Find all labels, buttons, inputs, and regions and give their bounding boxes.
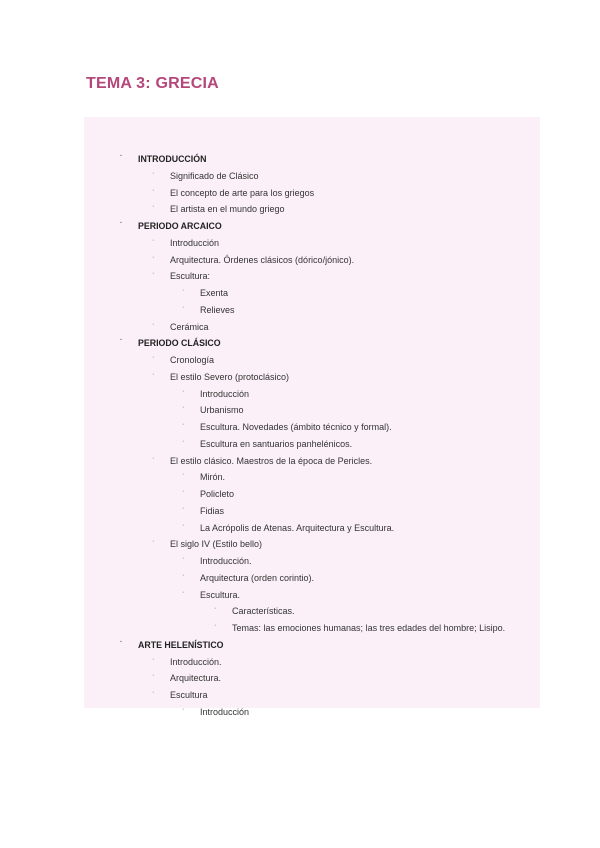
outline-item — [152, 454, 373, 467]
outline-item — [182, 387, 250, 400]
outline-item-text: Escultura en santuarios panhelénicos. — [200, 438, 353, 449]
bullet-icon: · — [152, 370, 155, 378]
bullet-icon: · — [182, 555, 185, 562]
outline-item-text: Escultura: — [170, 271, 211, 282]
outline-item — [152, 253, 355, 266]
bullet-icon: · — [182, 588, 185, 596]
outline-item-text: INTRODUCCIÓN — [138, 154, 207, 164]
bullet-icon: · — [152, 169, 155, 177]
page-title: TEMA 3: GRECIA — [86, 75, 219, 92]
bullet-icon: · — [152, 538, 155, 546]
bullet-icon: · — [182, 387, 185, 395]
section-heading — [120, 638, 224, 651]
outline-item — [152, 689, 208, 701]
bullet-icon: · — [152, 236, 155, 244]
bullet-icon: · — [182, 471, 185, 479]
outline-item — [214, 605, 295, 617]
outline-item-text: Urbanismo — [200, 405, 244, 416]
outline-item-text: Introducción — [200, 388, 250, 399]
outline-item-text: El siglo IV (Estilo bello) — [170, 539, 263, 550]
outline-item-text: Introducción — [170, 237, 220, 248]
outline-item — [182, 521, 395, 534]
outline-item — [152, 320, 209, 333]
outline-item-text: Exenta — [200, 288, 229, 298]
bullet-icon: · — [182, 571, 185, 579]
bullet-icon: · — [152, 354, 155, 361]
bullet-icon: · — [120, 337, 123, 345]
bullet-icon: · — [152, 672, 155, 680]
outline-item-text: Arquitectura. — [170, 673, 222, 684]
outline-item-text: PERIODO ARCAICO — [138, 221, 222, 231]
section-heading — [120, 153, 207, 165]
outline-item-text: Introducción. — [200, 556, 252, 566]
outline-item-text: Escultura — [170, 690, 208, 700]
outline-item-text: Cronología — [170, 355, 215, 365]
outline-item-text: Relieves — [200, 304, 235, 315]
bullet-icon: · — [152, 454, 155, 462]
bullet-icon: · — [152, 186, 155, 194]
outline-item — [152, 203, 285, 215]
outline-item-text: Policleto — [200, 489, 235, 499]
bullet-icon: · — [214, 605, 217, 613]
outline-item — [182, 555, 252, 567]
outline-item — [152, 236, 220, 249]
outline-item — [152, 672, 222, 684]
bullet-icon: · — [182, 404, 185, 412]
outline-item — [152, 354, 215, 366]
outline-item-text: ARTE HELENÍSTICO — [138, 639, 224, 650]
outline-item-text: El estilo Severo (protoclásico) — [170, 371, 290, 382]
outline-item-text: Arquitectura (orden corintio). — [200, 572, 315, 583]
outline-item — [182, 588, 241, 601]
bullet-icon: · — [152, 689, 155, 696]
outline-panel — [84, 117, 540, 717]
outline-item — [152, 270, 211, 282]
outline-item-text: Mirón. — [200, 472, 226, 483]
outline-item — [182, 488, 235, 500]
bullet-icon: · — [182, 504, 185, 512]
outline-item — [182, 421, 392, 433]
bullet-icon: · — [152, 270, 155, 278]
bullet-icon: · — [120, 638, 123, 646]
outline-item-text: PERIODO CLÁSICO — [138, 338, 221, 349]
outline-item-text: Arquitectura. Órdenes clásicos (dórico/jónico). — [170, 254, 355, 265]
outline-item-text: El estilo clásico. Maestros de la época de Pericles. — [170, 455, 373, 466]
outline-item-text: La Acrópolis de Atenas. Arquitectura y Escultura. — [200, 522, 395, 533]
bullet-icon: · — [152, 203, 155, 211]
outline-item-text: Significado de Clásico — [170, 170, 259, 181]
bullet-icon: · — [182, 705, 185, 713]
outline-item — [152, 370, 290, 383]
bullet-icon: · — [182, 437, 185, 445]
outline-item — [152, 538, 263, 550]
outline-item — [182, 705, 250, 718]
outline-item-text: El concepto de arte para los griegos — [170, 187, 315, 198]
outline-item-text: Características. — [232, 606, 295, 617]
bullet-icon: · — [182, 488, 185, 495]
outline-item — [182, 303, 235, 316]
outline-item — [182, 471, 226, 483]
outline-item — [214, 622, 506, 634]
section-heading — [120, 220, 222, 232]
bullet-icon: · — [152, 253, 155, 261]
outline-item-text: Introducción. — [170, 656, 222, 667]
bullet-icon: · — [152, 320, 155, 328]
outline-item-text: Escultura. — [200, 589, 241, 600]
outline-item — [182, 437, 353, 450]
outline-item-text: Escultura. Novedades (ámbito técnico y formal). — [200, 422, 392, 432]
outline-item — [152, 169, 259, 182]
outline-item — [152, 655, 222, 668]
outline-item — [152, 186, 315, 199]
outline-item-text: El artista en el mundo griego — [170, 204, 285, 215]
bullet-icon: · — [182, 521, 185, 529]
outline-item-text: Cerámica — [170, 321, 209, 332]
outline-item — [182, 404, 244, 416]
bullet-icon: · — [120, 220, 123, 227]
section-heading — [120, 337, 221, 349]
outline-item-text: Temas: las emociones humanas; las tres edades del hombre; Lisipo. — [232, 623, 506, 633]
bullet-icon: · — [182, 303, 185, 311]
bullet-icon: · — [152, 655, 155, 663]
outline-item — [182, 504, 225, 517]
bullet-icon: · — [214, 622, 217, 629]
outline-item-text: Introducción — [200, 706, 250, 717]
bullet-icon: · — [182, 287, 185, 294]
outline-item-text: Fidias — [200, 505, 225, 516]
outline-item — [182, 571, 315, 584]
outline-item — [182, 287, 229, 299]
bullet-icon: · — [120, 153, 123, 160]
bullet-icon: · — [182, 421, 185, 428]
